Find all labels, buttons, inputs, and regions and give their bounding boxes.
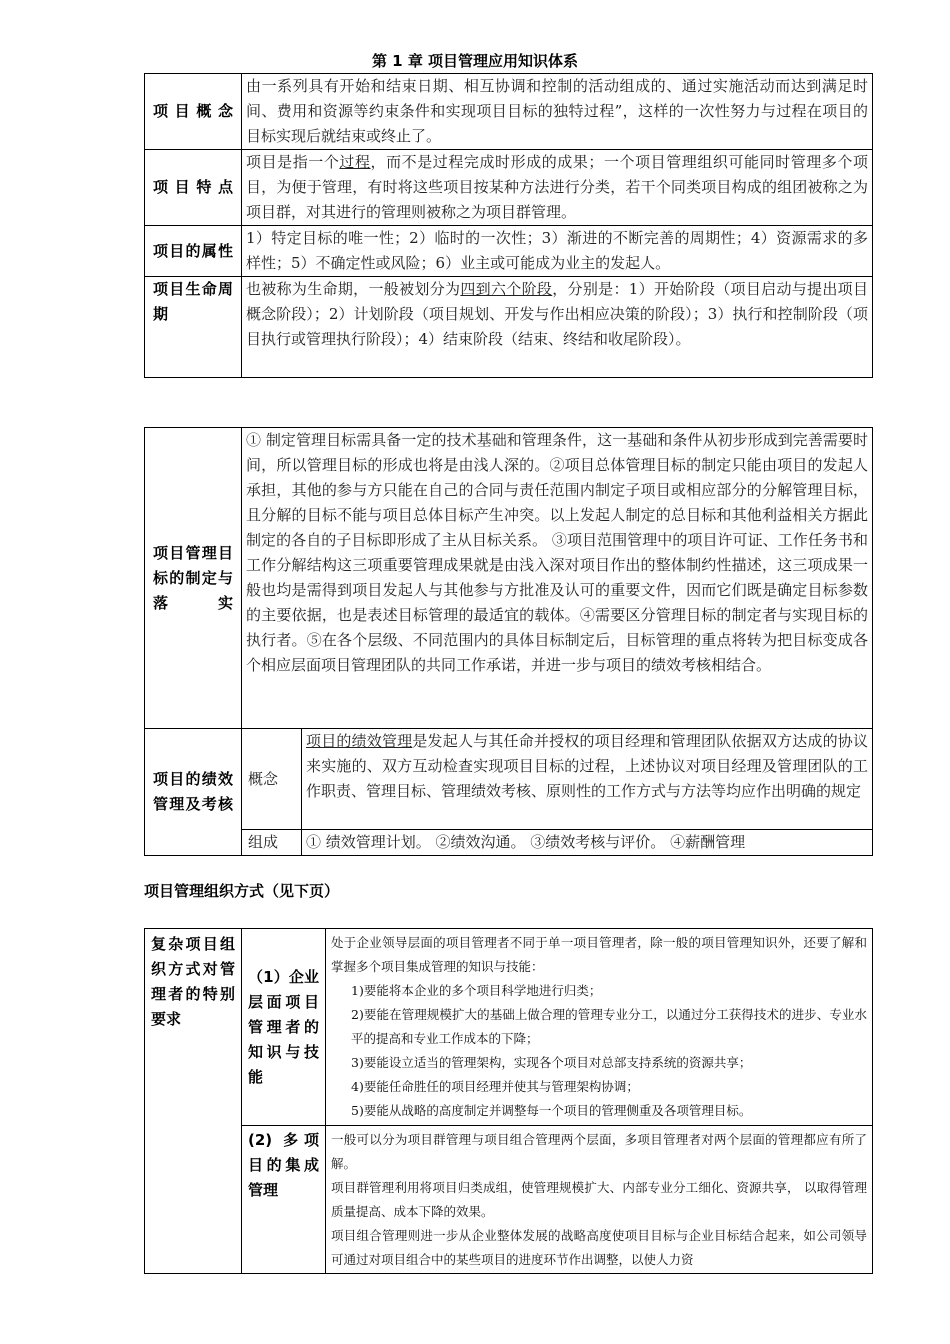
row-text: 项目是指一个过程，而不是过程完成时形成的成果；一个项目管理组织可能同时管理多个项目，为便于管理，有时将这些项目按某种方法进行分类，若干个同类项目构成的组团被称之为项目群，对其进行的管理则被称之为项目群管理。 (242, 150, 873, 226)
underlined-term: 项目的绩效管理 (306, 732, 413, 750)
row-label: 项目的属性 (145, 226, 242, 277)
row-label: 项目管理目标的制定与落实 (145, 428, 242, 729)
complex-organization-table (144, 928, 873, 1274)
compose-text: ① 绩效管理计划。 ②绩效沟通。 ③绩效考核与评价。 ④薪酬管理 (302, 830, 873, 856)
table-row (145, 830, 873, 856)
row-text: 也被称为生命期，一般被划分为四到六个阶段，分别是：1）开始阶段（项目启动与提出项目概念阶段）；2）计划阶段（项目规划、开发与作出相应决策的阶段）；3）执行和控制阶段（项目执行或管理执行阶段）；4）结束阶段（结束、终结和收尾阶段）。 (242, 277, 873, 378)
table-row (145, 150, 873, 226)
table-row (145, 74, 873, 150)
compose-label: 组成 (242, 830, 302, 856)
underlined-term: 过程 (339, 153, 371, 171)
project-concepts-table (144, 73, 873, 378)
row-text: 由一系列具有开始和结束日期、相互协调和控制的活动组成的、通过实施活动而达到满足时间、费用和资源等约束条件和实现项目目标的独特过程”，这样的一次性努力与过程在项目的目标实现后就结束或终止了。 (242, 74, 873, 150)
table-row (145, 929, 873, 1126)
row-label: 项目生命周期 (145, 277, 242, 378)
row-label: 项目特点 (145, 150, 242, 226)
sub-text: 一般可以分为项目群管理与项目组合管理两个层面，多项目管理者对两个层面的管理都应有所了解。 项目群管理利用将项目归类成组，使管理规模扩大、内部专业分工细化、资源共享， 以取得管理质量提高、成本下降的效果。 项目组合管理则进一步从企业整体发展的战略高度使项目目标与企业目标结合起来，如公司领导可通过对项目组合中的某些项目的进度环节作出调整，以使人力资 (326, 1126, 873, 1274)
table-row (145, 1126, 873, 1274)
section-heading: 项目管理组织方式（见下页） (144, 882, 340, 900)
underlined-term: 四到六个阶段 (460, 280, 553, 298)
table-row (145, 226, 873, 277)
table-row (145, 428, 873, 729)
page-title: 第 1 章 项目管理应用知识体系 (371, 52, 579, 70)
row-label: 复杂项目组织方式对管理者的特别要求 (145, 929, 242, 1274)
concept-label: 概念 (242, 729, 302, 830)
row-text: ① 制定管理目标需具备一定的技术基础和管理条件，这一基础和条件从初步形成到完善需要时间，所以管理目标的形成也将是由浅人深的。②项目总体管理目标的制定只能由项目的发起人承担，其他的参与方只能在自己的合同与责任范围内制定子项目或相应部分的分解管理目标，且分解的目标不能与项目总体目标产生冲突。以上发起人制定的总目标和其他利益相关方据此制定的各自的子目标即形成了主从目标关系。 ③项目范围管理中的项目许可证、工作任务书和工作分解结构这三项重要管理成果就是由浅入深对项目作出的整体制约性描述，这三项成果一般也均是需得到项目发起人与其他参与方批准及认可的重要文件，因而它们既是确定目标参数的主要依据，也是表述目标管理的最适宜的载体。④需要区分管理目标的制定者与实现目标的执行者。⑤在各个层级、不同范围内的具体目标制定后，目标管理的重点将转为把目标变成各个相应层面项目管理团队的共同工作承诺，并进一步与项目的绩效考核相结合。 (242, 428, 873, 729)
sub-text: 处于企业领导层面的项目管理者不同于单一项目管理者，除一般的项目管理知识外，还要了解和掌握多个项目集成管理的知识与技能： 1)要能将本企业的多个项目科学地进行归类； 2)要能在管理规模扩大的基础上做合理的管理专业分工，以通过分工获得技术的进步、专业水平的提高和专业工作成本的下降； 3)要能设立适当的管理架构，实现各个项目对总部支持系统的资源共享； 4)要能任命胜任的项目经理并使其与管理架构协调； 5)要能从战略的高度制定并调整每一个项目的管理侧重及各项管理目标。 (326, 929, 873, 1126)
table-row (145, 277, 873, 378)
concept-text: 项目的绩效管理是发起人与其任命并授权的项目经理和管理团队依据双方达成的协议来实施的、双方互动检查实现项目目标的过程，上述协议对项目经理及管理团队的工作职责、管理目标、管理绩效考核、原则性的工作方式与方法等均应作出明确的规定 (302, 729, 873, 830)
sub-label: （1）企业层面项目管理者的知识与技能 (242, 929, 326, 1126)
row-text: 1）特定目标的唯一性；2）临时的一次性；3）渐进的不断完善的周期性；4）资源需求的多样性；5）不确定性或风险；6）业主或可能成为业主的发起人。 (242, 226, 873, 277)
management-objectives-table (144, 427, 873, 856)
sub-label: (2) 多项目的集成管理 (242, 1126, 326, 1274)
row-label: 项目概念 (145, 74, 242, 150)
table-row (145, 729, 873, 830)
row-label: 项目的绩效管理及考核 (145, 729, 242, 856)
